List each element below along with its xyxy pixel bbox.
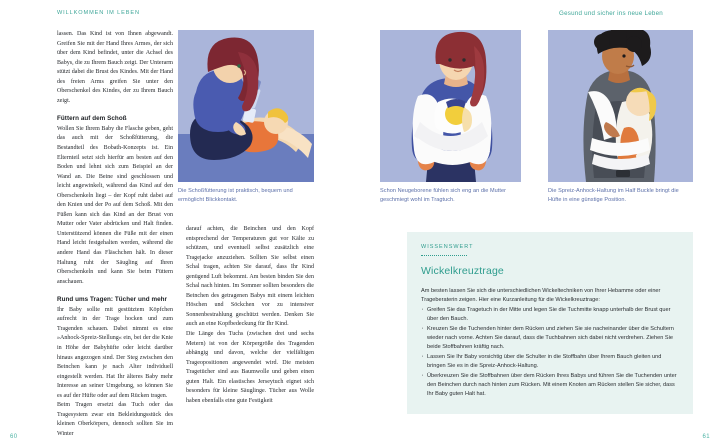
figure-caption: Die Spreiz-Anhock-Haltung im Half Buckle bringt die Hüfte in eine günstige Position. [548, 188, 679, 203]
body-paragraph: darauf achten, die Beinchen und den Kopf entsprechend der Temperaturen gut vor Kälte zu schützen, und eventuell selbst zusätzlich eine Tragejacke anzuziehen. Sollten Sie selbst einen Schal tragen, achten Sie darauf, dass Ihr Kind genügend Luft bekommt. Am besten binden Sie den Schal nach hinten. Im Sommer sollten besonders die Beinchen des getragenen Babys mit einem leichten Höschen und Söckchen vor zu intensiver Sonnenbestrahlung geschützt werden. Denken Sie auch an eine Kopfbedeckung für Ihr Kind. [186, 226, 314, 328]
left-page-column-2 [186, 225, 314, 406]
list-item: · Überkreuzen Sie die Stoffbahnen über dem Rücken Ihres Babys und führen Sie die Tuchenden unter den Beinchen durch nach hinten zum Rücken. Mit einem Knoten am Rücken stellen Sie sicher, dass Ihr Baby guten Halt hat. [421, 372, 679, 400]
figure-tragetuch [380, 30, 521, 204]
page-number-left: 60 [10, 434, 18, 440]
list-item: · Lassen Sie Ihr Baby vorsichtig über die Schulter in die Stoffbahn über Ihrem Bauch gleiten und bringen Sie es in die Spreiz-Anhock-Haltung. [421, 353, 679, 372]
list-item: · Greifen Sie das Tragetuch in der Mitte und legen Sie die Tuchmitte knapp unterhalb der Brust quer über den Bauch. [421, 306, 679, 325]
body-paragraph: Die Länge des Tuchs (zwischen drei und sechs Metern) ist von der Körpergröße des Tragenden abhängig und davon, welche der vielfältigen Trageopositionen angewendet wird. Die meisten Tragetücher sind aus Baumwolle und geben einen guten Halt. Ein elastisches Jerseytuch eignet sich besonders für kleine Säuglinge. Tücher aus Wolle haben ebenfalls eine gute Festigkeit [186, 331, 314, 404]
left-page-column-1 [57, 30, 173, 439]
body-paragraph: Wollen Sie Ihrem Baby die Flasche geben, geht das auch mit der Schoßfütterung, die Bestandteil des Bobath-Konzepts ist. Ein Elternteil setzt sich hierfür am besten auf den Boden und lehnt sich zum Beispiel an der Wand an. Die Beine sind geschlossen und leicht angewinkelt, während das Kind auf den Oberschenkeln liegt – der Kopf ruht dabei auf den Knien und der Po auf dem Schoß. Mit den Füßen kann sich das Kind an der Brust von Mutter oder Vater abdrücken und Halt finden. Unterstützend können die Füße mit der einen Hand leicht festgehalten werden, während die andere Hand das Fläschchen hält. In dieser Haltung ruht der Säugling auf Ihren Oberschenkeln und kann Sie beim Füttern anschauen. [57, 125, 173, 285]
running-head-left: WILLKOMMEN IM LEBEN [57, 10, 140, 16]
info-box-wissenswert [407, 232, 693, 414]
info-box-body [421, 287, 679, 400]
subheading-fuettern-auf-dem-schoss: Füttern auf dem Schoß [57, 115, 127, 123]
body-paragraph: lassen. Das Kind ist von Ihnen abgewandt. Greifen Sie mit der Hand Ihres Armes, der sich über dem Kind befindet, unter die Achsel des Babys, die zu Ihrem Bauch zeigt. Der Unterarm stützt dabei die Brust des Kindes. Mit der Hand des freien Arms greifen Sie unter den Oberschenkel des Kindes, der zu Ihrem Bauch zeigt. [57, 31, 173, 104]
illustration-tragetuch [380, 30, 521, 182]
info-box-title: Wickelkreuztrage [421, 265, 504, 277]
info-box-steps [421, 306, 679, 400]
subheading-rund-ums-tragen: Rund ums Tragen: Tücher und mehr [57, 296, 168, 304]
figure-half-buckle [548, 30, 693, 204]
info-box-intro: Am besten lassen Sie sich die unterschiedlichen Wickeltechniken von Ihrer Hebamme oder einer Trageberaterin zeigen. Hier eine Kurzanleitung für die Wickelkreuztrage: [421, 288, 661, 304]
running-head-right: Gesund und sicher ins neue Leben [559, 10, 663, 17]
body-paragraph: Ihr Baby sollte mit gestütztem Köpfchen aufrecht in der Trage hocken und zum Tragenden schauen. Dabei nimmt es eine »Anhock-Spreiz-Stellung« ein, bei der die Knie in Höhe der Babyhüfte oder leicht darüber hinaus angezogen sind. Der Steg zwischen den Beinchen kann je nach Alter individuell eingestellt werden. Hat Ihr älteres Baby mehr Interesse an seiner Umgebung, so können Sie es auf der Hüfte oder auf dem Rücken tragen. [57, 306, 173, 399]
info-box-kicker: WISSENSWERT [421, 244, 474, 250]
body-paragraph: Beim Tragen ersetzt das Tuch oder das Tragesystem zwar ein Bekleidungsstück des kleinen Oberkörpers, dennoch sollten Sie im Winter [57, 402, 173, 437]
figure-schossfuetterung [178, 30, 314, 204]
figure-caption: Schon Neugeborene fühlen sich eng an die Mutter geschmiegt wohl im Tragtuch. [380, 188, 507, 203]
illustration-half-buckle [548, 30, 693, 182]
figure-caption: Die Schoßfütterung ist praktisch, bequem und ermöglicht Blickkontakt. [178, 188, 293, 203]
dotted-divider [421, 253, 467, 256]
list-item: · Kreuzen Sie die Tuchenden hinter dem Rücken und ziehen Sie sie nacheinander über die Schultern wieder nach vorne. Achten Sie darauf, dass die Tuchbahnen sich dabei nicht verdrehen. Ziehen Sie beide Stoffbahnen kräftig nach. [421, 325, 679, 353]
page-number-right: 61 [702, 434, 710, 440]
illustration-schossfuetterung [178, 30, 314, 182]
